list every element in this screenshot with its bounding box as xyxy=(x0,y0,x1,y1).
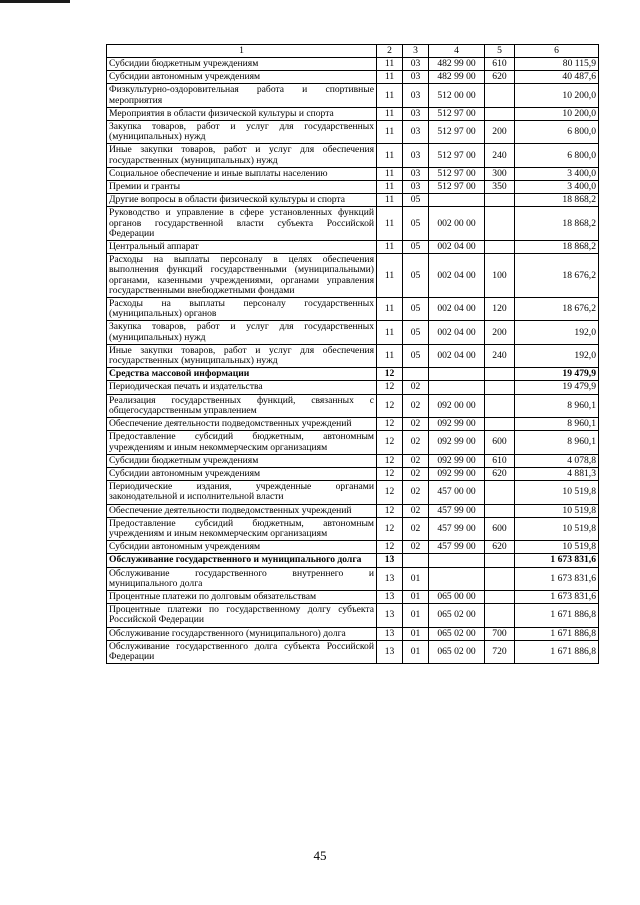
row-name-cell: Средства массовой информации xyxy=(107,368,377,381)
row-section-cell: 11 xyxy=(377,241,403,254)
row-expense-type-cell xyxy=(485,554,515,567)
row-subsection-cell: 03 xyxy=(403,84,429,107)
row-subsection-cell: 02 xyxy=(403,481,429,504)
table-row xyxy=(107,368,599,381)
row-expense-type-cell xyxy=(485,381,515,394)
row-amount-cell: 1 671 886,8 xyxy=(515,640,599,663)
row-name-cell: Закупка товаров, работ и услуг для государственных (муниципальных) нужд xyxy=(107,121,377,144)
row-section-cell: 13 xyxy=(377,590,403,603)
row-amount-cell: 1 673 831,6 xyxy=(515,567,599,590)
row-subsection-cell: 03 xyxy=(403,167,429,180)
row-name-cell: Обслуживание государственного и муниципального долга xyxy=(107,554,377,567)
row-expense-type-cell xyxy=(485,481,515,504)
row-section-cell: 12 xyxy=(377,541,403,554)
row-amount-cell: 18 868,2 xyxy=(515,207,599,241)
table-row xyxy=(107,504,599,517)
row-target-article-cell: 002 00 00 xyxy=(429,207,485,241)
row-expense-type-cell xyxy=(485,194,515,207)
row-amount-cell: 3 400,0 xyxy=(515,167,599,180)
row-section-cell: 11 xyxy=(377,298,403,321)
row-expense-type-cell: 620 xyxy=(485,71,515,84)
row-target-article-cell: 457 99 00 xyxy=(429,504,485,517)
row-amount-cell: 1 671 886,8 xyxy=(515,627,599,640)
row-amount-cell: 40 487,6 xyxy=(515,71,599,84)
table-row xyxy=(107,84,599,107)
header-col-6: 6 xyxy=(515,45,599,58)
table-row xyxy=(107,167,599,180)
table-row xyxy=(107,71,599,84)
row-target-article-cell: 457 99 00 xyxy=(429,541,485,554)
row-subsection-cell: 02 xyxy=(403,454,429,467)
row-expense-type-cell xyxy=(485,84,515,107)
row-subsection-cell: 01 xyxy=(403,627,429,640)
table-row xyxy=(107,640,599,663)
row-target-article-cell: 512 97 00 xyxy=(429,144,485,167)
row-section-cell: 12 xyxy=(377,454,403,467)
row-section-cell: 13 xyxy=(377,604,403,627)
row-name-cell: Обслуживание государственного долга субъекта Российской Федерации xyxy=(107,640,377,663)
row-name-cell: Периодические издания, учрежденные органами законодательной и исполнительной власти xyxy=(107,481,377,504)
row-amount-cell: 8 960,1 xyxy=(515,431,599,454)
table-row xyxy=(107,481,599,504)
table-header xyxy=(107,45,599,58)
row-section-cell: 13 xyxy=(377,567,403,590)
row-amount-cell: 10 200,0 xyxy=(515,84,599,107)
row-amount-cell: 18 868,2 xyxy=(515,194,599,207)
row-target-article-cell: 457 99 00 xyxy=(429,517,485,540)
row-expense-type-cell xyxy=(485,394,515,417)
row-section-cell: 12 xyxy=(377,418,403,431)
row-section-cell: 11 xyxy=(377,84,403,107)
row-target-article-cell: 002 04 00 xyxy=(429,321,485,344)
row-name-cell: Субсидии бюджетным учреждениям xyxy=(107,454,377,467)
row-amount-cell: 10 200,0 xyxy=(515,107,599,120)
row-subsection-cell: 02 xyxy=(403,504,429,517)
row-target-article-cell xyxy=(429,368,485,381)
row-expense-type-cell: 600 xyxy=(485,431,515,454)
row-section-cell: 12 xyxy=(377,467,403,480)
row-name-cell: Обслуживание государственного внутреннего и муниципального долга xyxy=(107,567,377,590)
row-amount-cell: 192,0 xyxy=(515,344,599,367)
table-row xyxy=(107,194,599,207)
row-name-cell: Субсидии автономным учреждениям xyxy=(107,541,377,554)
row-name-cell: Расходы на выплаты персоналу государственных (муниципальных) органов xyxy=(107,298,377,321)
table-row xyxy=(107,554,599,567)
row-target-article-cell: 065 02 00 xyxy=(429,627,485,640)
row-expense-type-cell: 200 xyxy=(485,321,515,344)
row-subsection-cell: 05 xyxy=(403,254,429,298)
row-subsection-cell: 05 xyxy=(403,194,429,207)
page-number: 45 xyxy=(313,848,327,863)
header-col-1: 1 xyxy=(107,45,377,58)
header-col-2: 2 xyxy=(377,45,403,58)
row-expense-type-cell: 100 xyxy=(485,254,515,298)
table-row xyxy=(107,604,599,627)
row-target-article-cell: 065 02 00 xyxy=(429,640,485,663)
row-amount-cell: 10 519,8 xyxy=(515,517,599,540)
row-section-cell: 13 xyxy=(377,627,403,640)
row-amount-cell: 8 960,1 xyxy=(515,418,599,431)
row-name-cell: Расходы на выплаты персоналу в целях обеспечения выполнения функций государственными (муниципальными) органами, казенными учреждениями, органами управления государственными внебюджетными фондами xyxy=(107,254,377,298)
row-section-cell: 11 xyxy=(377,194,403,207)
row-target-article-cell: 457 00 00 xyxy=(429,481,485,504)
row-expense-type-cell xyxy=(485,241,515,254)
table-row xyxy=(107,58,599,71)
table-row xyxy=(107,344,599,367)
table-row xyxy=(107,207,599,241)
row-amount-cell: 8 960,1 xyxy=(515,394,599,417)
row-section-cell: 11 xyxy=(377,121,403,144)
row-expense-type-cell xyxy=(485,207,515,241)
row-amount-cell: 4 078,8 xyxy=(515,454,599,467)
row-amount-cell: 3 400,0 xyxy=(515,181,599,194)
scan-edge-mark xyxy=(0,0,70,3)
row-amount-cell: 1 673 831,6 xyxy=(515,554,599,567)
header-col-3: 3 xyxy=(403,45,429,58)
row-expense-type-cell xyxy=(485,107,515,120)
table-row xyxy=(107,590,599,603)
row-name-cell: Руководство и управление в сфере установленных функций органов государственной власти субъекта Российской Федерации xyxy=(107,207,377,241)
row-target-article-cell xyxy=(429,554,485,567)
row-amount-cell: 192,0 xyxy=(515,321,599,344)
table-row xyxy=(107,541,599,554)
row-subsection-cell: 05 xyxy=(403,241,429,254)
row-target-article-cell: 002 04 00 xyxy=(429,254,485,298)
row-subsection-cell: 03 xyxy=(403,58,429,71)
row-expense-type-cell: 300 xyxy=(485,167,515,180)
row-target-article-cell: 002 04 00 xyxy=(429,344,485,367)
row-section-cell: 13 xyxy=(377,640,403,663)
row-expense-type-cell: 350 xyxy=(485,181,515,194)
row-amount-cell: 1 671 886,8 xyxy=(515,604,599,627)
row-expense-type-cell xyxy=(485,504,515,517)
table-row xyxy=(107,107,599,120)
row-target-article-cell: 065 02 00 xyxy=(429,604,485,627)
table-row xyxy=(107,144,599,167)
row-subsection-cell: 01 xyxy=(403,567,429,590)
row-amount-cell: 19 479,9 xyxy=(515,381,599,394)
row-name-cell: Обслуживание государственного (муниципального) долга xyxy=(107,627,377,640)
row-section-cell: 11 xyxy=(377,167,403,180)
row-amount-cell: 6 800,0 xyxy=(515,144,599,167)
row-expense-type-cell: 610 xyxy=(485,454,515,467)
row-target-article-cell: 482 99 00 xyxy=(429,71,485,84)
row-subsection-cell: 05 xyxy=(403,298,429,321)
table-body xyxy=(107,58,599,664)
row-expense-type-cell xyxy=(485,567,515,590)
row-target-article-cell: 092 99 00 xyxy=(429,467,485,480)
header-col-5: 5 xyxy=(485,45,515,58)
row-name-cell: Физкультурно-оздоровительная работа и спортивные мероприятия xyxy=(107,84,377,107)
table-row xyxy=(107,321,599,344)
row-target-article-cell: 092 99 00 xyxy=(429,418,485,431)
row-section-cell: 11 xyxy=(377,254,403,298)
header-col-4: 4 xyxy=(429,45,485,58)
row-expense-type-cell: 240 xyxy=(485,144,515,167)
row-name-cell: Социальное обеспечение и иные выплаты населению xyxy=(107,167,377,180)
table-row xyxy=(107,298,599,321)
row-amount-cell: 10 519,8 xyxy=(515,541,599,554)
row-target-article-cell: 002 04 00 xyxy=(429,298,485,321)
row-amount-cell: 80 115,9 xyxy=(515,58,599,71)
row-section-cell: 11 xyxy=(377,207,403,241)
row-subsection-cell: 02 xyxy=(403,394,429,417)
row-amount-cell: 18 676,2 xyxy=(515,254,599,298)
row-amount-cell: 10 519,8 xyxy=(515,481,599,504)
row-target-article-cell: 065 00 00 xyxy=(429,590,485,603)
row-subsection-cell: 05 xyxy=(403,207,429,241)
row-name-cell: Обеспечение деятельности подведомственных учреждений xyxy=(107,504,377,517)
row-target-article-cell xyxy=(429,381,485,394)
header-row xyxy=(107,45,599,58)
row-target-article-cell: 002 04 00 xyxy=(429,241,485,254)
row-subsection-cell: 03 xyxy=(403,121,429,144)
row-section-cell: 12 xyxy=(377,381,403,394)
row-subsection-cell: 02 xyxy=(403,517,429,540)
table-row xyxy=(107,121,599,144)
row-target-article-cell: 512 97 00 xyxy=(429,121,485,144)
row-expense-type-cell: 200 xyxy=(485,121,515,144)
row-name-cell: Премии и гранты xyxy=(107,181,377,194)
row-target-article-cell: 092 99 00 xyxy=(429,454,485,467)
row-subsection-cell: 02 xyxy=(403,381,429,394)
row-subsection-cell: 05 xyxy=(403,321,429,344)
row-section-cell: 12 xyxy=(377,431,403,454)
row-expense-type-cell xyxy=(485,604,515,627)
table-row xyxy=(107,454,599,467)
row-name-cell: Предоставление субсидий бюджетным, автономным учреждениям и иным некоммерческим организациям xyxy=(107,431,377,454)
row-subsection-cell xyxy=(403,368,429,381)
row-section-cell: 11 xyxy=(377,181,403,194)
row-expense-type-cell: 610 xyxy=(485,58,515,71)
row-subsection-cell: 01 xyxy=(403,590,429,603)
table-row xyxy=(107,254,599,298)
row-amount-cell: 18 868,2 xyxy=(515,241,599,254)
row-name-cell: Процентные платежи по долговым обязательствам xyxy=(107,590,377,603)
row-name-cell: Мероприятия в области физической культуры и спорта xyxy=(107,107,377,120)
row-section-cell: 13 xyxy=(377,554,403,567)
table-row xyxy=(107,241,599,254)
row-expense-type-cell: 700 xyxy=(485,627,515,640)
row-subsection-cell: 03 xyxy=(403,71,429,84)
row-subsection-cell xyxy=(403,554,429,567)
row-name-cell: Субсидии автономным учреждениям xyxy=(107,467,377,480)
row-section-cell: 12 xyxy=(377,504,403,517)
row-amount-cell: 19 479,9 xyxy=(515,368,599,381)
row-expense-type-cell xyxy=(485,368,515,381)
row-name-cell: Иные закупки товаров, работ и услуг для обеспечения государственных (муниципальных) нужд xyxy=(107,144,377,167)
row-section-cell: 12 xyxy=(377,394,403,417)
row-name-cell: Субсидии автономным учреждениям xyxy=(107,71,377,84)
row-subsection-cell: 03 xyxy=(403,181,429,194)
row-section-cell: 12 xyxy=(377,517,403,540)
row-expense-type-cell: 600 xyxy=(485,517,515,540)
row-name-cell: Другие вопросы в области физической культуры и спорта xyxy=(107,194,377,207)
row-subsection-cell: 02 xyxy=(403,467,429,480)
row-target-article-cell: 512 97 00 xyxy=(429,107,485,120)
row-expense-type-cell: 120 xyxy=(485,298,515,321)
row-target-article-cell: 512 97 00 xyxy=(429,181,485,194)
row-amount-cell: 10 519,8 xyxy=(515,504,599,517)
row-expense-type-cell: 620 xyxy=(485,541,515,554)
row-target-article-cell: 482 99 00 xyxy=(429,58,485,71)
row-subsection-cell: 02 xyxy=(403,431,429,454)
table-row xyxy=(107,567,599,590)
row-section-cell: 12 xyxy=(377,481,403,504)
row-name-cell: Субсидии бюджетным учреждениям xyxy=(107,58,377,71)
row-subsection-cell: 01 xyxy=(403,640,429,663)
row-target-article-cell xyxy=(429,567,485,590)
row-expense-type-cell: 620 xyxy=(485,467,515,480)
row-expense-type-cell xyxy=(485,418,515,431)
row-subsection-cell: 02 xyxy=(403,418,429,431)
row-expense-type-cell: 720 xyxy=(485,640,515,663)
row-target-article-cell: 092 99 00 xyxy=(429,431,485,454)
row-amount-cell: 1 673 831,6 xyxy=(515,590,599,603)
row-section-cell: 11 xyxy=(377,344,403,367)
table-row xyxy=(107,418,599,431)
table-row xyxy=(107,467,599,480)
row-section-cell: 11 xyxy=(377,71,403,84)
row-name-cell: Центральный аппарат xyxy=(107,241,377,254)
row-amount-cell: 6 800,0 xyxy=(515,121,599,144)
row-name-cell: Закупка товаров, работ и услуг для государственных (муниципальных) нужд xyxy=(107,321,377,344)
row-section-cell: 12 xyxy=(377,368,403,381)
row-section-cell: 11 xyxy=(377,144,403,167)
row-amount-cell: 18 676,2 xyxy=(515,298,599,321)
row-subsection-cell: 01 xyxy=(403,604,429,627)
row-expense-type-cell xyxy=(485,590,515,603)
row-subsection-cell: 03 xyxy=(403,144,429,167)
table-row xyxy=(107,517,599,540)
row-name-cell: Обеспечение деятельности подведомственных учреждений xyxy=(107,418,377,431)
row-target-article-cell xyxy=(429,194,485,207)
row-target-article-cell: 092 00 00 xyxy=(429,394,485,417)
row-target-article-cell: 512 00 00 xyxy=(429,84,485,107)
row-target-article-cell: 512 97 00 xyxy=(429,167,485,180)
row-name-cell: Процентные платежи по государственному долгу субъекта Российской Федерации xyxy=(107,604,377,627)
row-expense-type-cell: 240 xyxy=(485,344,515,367)
row-section-cell: 11 xyxy=(377,58,403,71)
budget-table xyxy=(106,44,599,664)
row-subsection-cell: 03 xyxy=(403,107,429,120)
row-name-cell: Реализация государственных функций, связанных с общегосударственным управлением xyxy=(107,394,377,417)
table-row xyxy=(107,431,599,454)
table-row xyxy=(107,394,599,417)
table-row xyxy=(107,181,599,194)
table-row xyxy=(107,627,599,640)
row-subsection-cell: 05 xyxy=(403,344,429,367)
row-subsection-cell: 02 xyxy=(403,541,429,554)
row-name-cell: Периодическая печать и издательства xyxy=(107,381,377,394)
table-row xyxy=(107,381,599,394)
row-amount-cell: 4 881,3 xyxy=(515,467,599,480)
row-name-cell: Иные закупки товаров, работ и услуг для обеспечения государственных (муниципальных) нужд xyxy=(107,344,377,367)
row-section-cell: 11 xyxy=(377,321,403,344)
row-section-cell: 11 xyxy=(377,107,403,120)
row-name-cell: Предоставление субсидий бюджетным, автономным учреждениям и иным некоммерческим организациям xyxy=(107,517,377,540)
